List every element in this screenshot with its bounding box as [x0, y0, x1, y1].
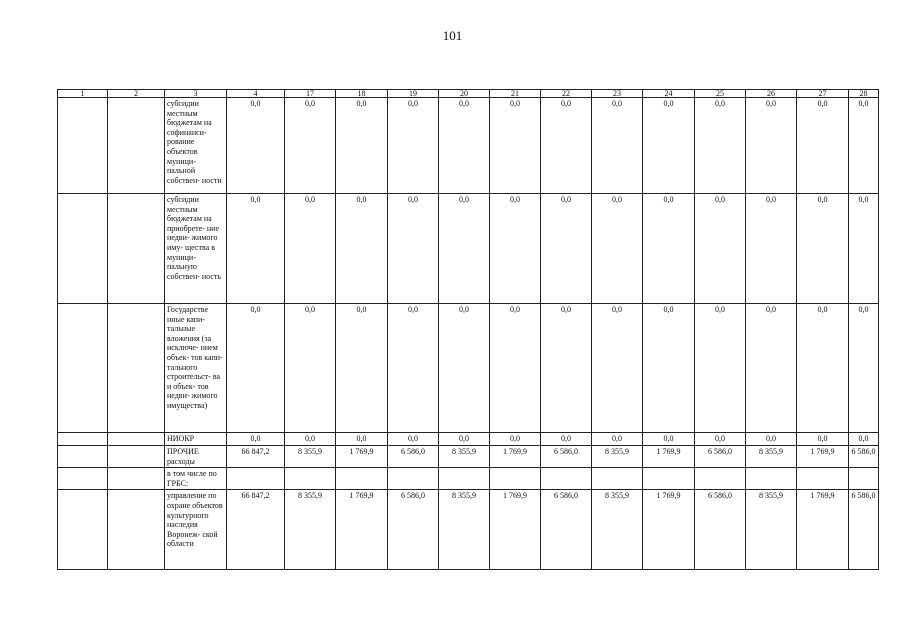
row-label: в том числе по ГРБС: — [165, 468, 227, 490]
value-cell: 6 586,0 — [388, 446, 439, 468]
value-cell: 0,0 — [285, 98, 336, 194]
row-label: управление по охране объектов культурного наследия Воронеж- ской области — [165, 490, 227, 570]
value-cell: 0,0 — [227, 98, 285, 194]
value-cell: 1 769,9 — [490, 446, 541, 468]
column-header: 21 — [490, 90, 541, 98]
value-cell: 1 769,9 — [643, 446, 695, 468]
value-cell: 0,0 — [336, 194, 388, 304]
value-cell — [490, 468, 541, 490]
value-cell: 0,0 — [592, 433, 643, 446]
table-row — [58, 194, 879, 304]
value-cell — [849, 468, 879, 490]
value-cell: 6 586,0 — [388, 490, 439, 570]
value-cell: 0,0 — [541, 304, 592, 433]
value-cell: 8 355,9 — [439, 490, 490, 570]
value-cell: 8 355,9 — [285, 490, 336, 570]
value-cell: 0,0 — [695, 433, 746, 446]
value-cell: 0,0 — [643, 304, 695, 433]
value-cell: 1 769,9 — [797, 490, 849, 570]
value-cell: 1 769,9 — [490, 490, 541, 570]
value-cell — [388, 468, 439, 490]
column-header: 4 — [227, 90, 285, 98]
value-cell: 0,0 — [439, 194, 490, 304]
value-cell: 6 586,0 — [695, 490, 746, 570]
value-cell: 0,0 — [490, 98, 541, 194]
table-cell — [108, 490, 165, 570]
value-cell — [592, 468, 643, 490]
value-cell — [541, 468, 592, 490]
value-cell: 6 586,0 — [849, 490, 879, 570]
value-cell: 0,0 — [592, 98, 643, 194]
table-cell — [58, 98, 108, 194]
value-cell: 0,0 — [490, 194, 541, 304]
column-header: 20 — [439, 90, 490, 98]
value-cell: 0,0 — [439, 304, 490, 433]
table-cell — [108, 194, 165, 304]
value-cell — [746, 468, 797, 490]
value-cell: 0,0 — [490, 304, 541, 433]
table-row — [58, 433, 879, 446]
value-cell: 0,0 — [695, 194, 746, 304]
table-row — [58, 446, 879, 468]
value-cell: 0,0 — [439, 98, 490, 194]
value-cell: 0,0 — [643, 98, 695, 194]
value-cell: 0,0 — [746, 98, 797, 194]
value-cell: 8 355,9 — [592, 490, 643, 570]
budget-table — [57, 89, 879, 570]
value-cell: 1 769,9 — [336, 446, 388, 468]
row-label: ПРОЧИЕ расходы — [165, 446, 227, 468]
value-cell: 66 847,2 — [227, 446, 285, 468]
column-header: 18 — [336, 90, 388, 98]
row-label: НИОКР — [165, 433, 227, 446]
value-cell: 0,0 — [746, 304, 797, 433]
table-cell — [108, 446, 165, 468]
table-cell — [58, 433, 108, 446]
value-cell: 1 769,9 — [797, 446, 849, 468]
column-header: 2 — [108, 90, 165, 98]
value-cell: 0,0 — [797, 304, 849, 433]
value-cell: 8 355,9 — [592, 446, 643, 468]
value-cell: 0,0 — [285, 433, 336, 446]
table-row — [58, 468, 879, 490]
value-cell: 0,0 — [388, 194, 439, 304]
table-cell — [58, 304, 108, 433]
value-cell: 0,0 — [227, 194, 285, 304]
row-label: субсидии местным бюджетам на приобрете- ние недви- жимого иму- щества в муници- пальную собствен- ность — [165, 194, 227, 304]
value-cell: 0,0 — [336, 304, 388, 433]
value-cell — [643, 468, 695, 490]
value-cell: 1 769,9 — [643, 490, 695, 570]
value-cell: 0,0 — [388, 304, 439, 433]
value-cell — [797, 468, 849, 490]
value-cell: 0,0 — [695, 98, 746, 194]
value-cell: 0,0 — [285, 194, 336, 304]
value-cell: 6 586,0 — [849, 446, 879, 468]
value-cell: 0,0 — [592, 194, 643, 304]
value-cell: 8 355,9 — [439, 446, 490, 468]
value-cell: 0,0 — [541, 433, 592, 446]
value-cell: 0,0 — [849, 194, 879, 304]
column-header: 19 — [388, 90, 439, 98]
table-cell — [58, 490, 108, 570]
table-cell — [58, 194, 108, 304]
table-cell — [108, 98, 165, 194]
value-cell: 0,0 — [849, 304, 879, 433]
value-cell: 8 355,9 — [746, 490, 797, 570]
table-cell — [108, 304, 165, 433]
column-header: 3 — [165, 90, 227, 98]
value-cell — [439, 468, 490, 490]
value-cell: 8 355,9 — [285, 446, 336, 468]
value-cell — [227, 468, 285, 490]
value-cell: 0,0 — [849, 98, 879, 194]
column-header: 25 — [695, 90, 746, 98]
value-cell: 0,0 — [797, 433, 849, 446]
table-cell — [108, 433, 165, 446]
value-cell: 0,0 — [336, 433, 388, 446]
value-cell — [695, 468, 746, 490]
value-cell: 0,0 — [643, 433, 695, 446]
value-cell: 6 586,0 — [541, 446, 592, 468]
value-cell: 1 769,9 — [336, 490, 388, 570]
column-header: 17 — [285, 90, 336, 98]
page-number: 101 — [442, 28, 463, 43]
value-cell: 0,0 — [541, 98, 592, 194]
value-cell: 0,0 — [388, 98, 439, 194]
row-label: Государстве нные капи- тальные вложения (за исключе- нием объек- тов капи- тального строительст- ва и объек- тов недви- жимого имущества) — [165, 304, 227, 433]
value-cell: 6 586,0 — [541, 490, 592, 570]
column-header: 26 — [746, 90, 797, 98]
value-cell: 0,0 — [592, 304, 643, 433]
table-cell — [58, 468, 108, 490]
column-header: 24 — [643, 90, 695, 98]
value-cell: 66 847,2 — [227, 490, 285, 570]
column-header: 1 — [58, 90, 108, 98]
value-cell: 0,0 — [643, 194, 695, 304]
value-cell — [285, 468, 336, 490]
row-label: субсидии местным бюджетам на софинанси- рование объектов муници- пальной собствен- ности — [165, 98, 227, 194]
value-cell: 0,0 — [227, 304, 285, 433]
table-cell — [58, 446, 108, 468]
value-cell: 0,0 — [797, 98, 849, 194]
value-cell: 0,0 — [227, 433, 285, 446]
column-header: 27 — [797, 90, 849, 98]
table-row — [58, 304, 879, 433]
column-header: 23 — [592, 90, 643, 98]
value-cell: 0,0 — [797, 194, 849, 304]
value-cell: 0,0 — [336, 98, 388, 194]
value-cell: 0,0 — [439, 433, 490, 446]
table-row — [58, 490, 879, 570]
value-cell: 0,0 — [388, 433, 439, 446]
value-cell: 0,0 — [490, 433, 541, 446]
value-cell: 0,0 — [285, 304, 336, 433]
value-cell — [336, 468, 388, 490]
column-header: 28 — [849, 90, 879, 98]
value-cell: 0,0 — [541, 194, 592, 304]
table-row — [58, 98, 879, 194]
value-cell: 0,0 — [746, 433, 797, 446]
value-cell: 0,0 — [695, 304, 746, 433]
value-cell: 6 586,0 — [695, 446, 746, 468]
table-cell — [108, 468, 165, 490]
value-cell: 0,0 — [746, 194, 797, 304]
value-cell: 0,0 — [849, 433, 879, 446]
value-cell: 8 355,9 — [746, 446, 797, 468]
table-header-row — [58, 90, 879, 98]
column-header: 22 — [541, 90, 592, 98]
